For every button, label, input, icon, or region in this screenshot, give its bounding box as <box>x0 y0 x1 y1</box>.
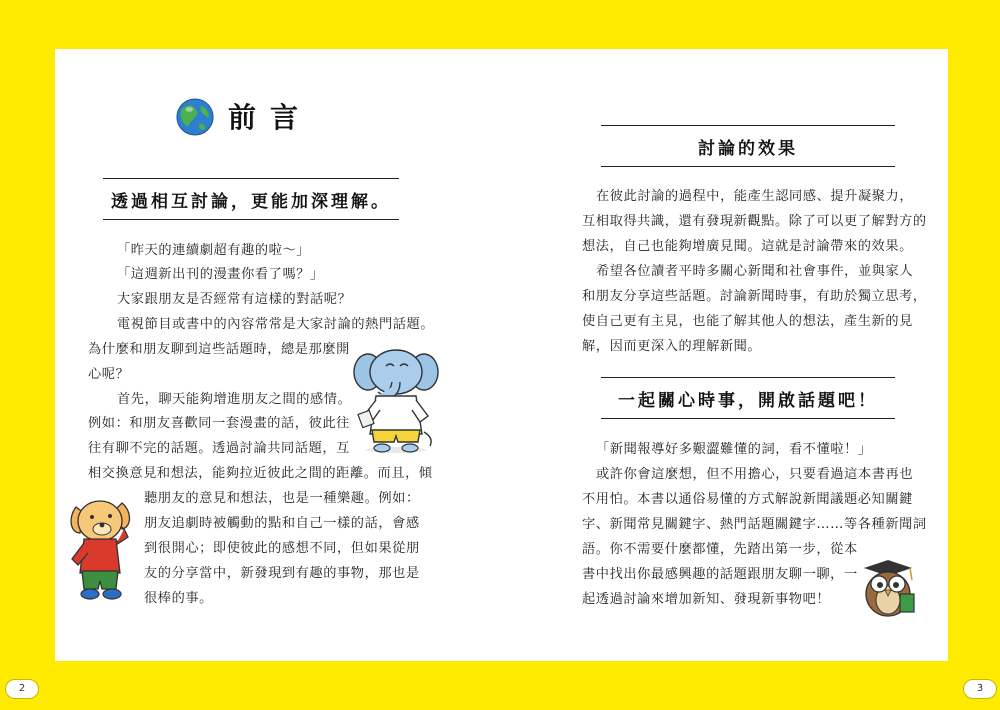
owl-mascot <box>856 558 918 620</box>
body-line: 使自己更有主見，也能了解其他人的想法，產生新的見 <box>582 314 913 329</box>
body-line: 想法，自己也能夠增廣見聞。這就是討論帶來的效果。 <box>582 239 913 254</box>
elephant-mascot <box>352 342 440 454</box>
body-line: 例如：和朋友喜歡同一套漫畫的話，彼此往 <box>88 416 350 431</box>
body-line: 「這週新出刊的漫畫你看了嗎？」 <box>117 267 324 282</box>
body-line: 到很開心；即使彼此的感想不同，但如果從朋 <box>144 541 420 556</box>
body-line: 心呢？ <box>88 367 130 382</box>
page-number-left: 2 <box>5 679 39 699</box>
body-line: 很棒的事。 <box>144 591 213 606</box>
section-heading: 一起關心時事，開啟話題吧！ <box>601 377 895 419</box>
body-line: 往有聊不完的話題。透過討論共同話題，互 <box>88 441 350 456</box>
dog-mascot <box>66 493 136 603</box>
page-number-right: 3 <box>963 679 997 699</box>
body-line: 大家跟朋友是否經常有這樣的對話呢？ <box>117 292 352 307</box>
body-line: 語。你不需要什麼都懂，先踏出第一步，從本 <box>582 542 858 557</box>
body-line: 希望各位讀者平時多關心新聞和社會事件，並與家人 <box>596 264 914 279</box>
body-line: 互相取得共識，還有發現新觀點。除了可以更了解對方的 <box>582 214 927 229</box>
body-line: 相交換意見和想法，能夠拉近彼此之間的距離。而且，傾 <box>88 466 433 481</box>
body-line: 字、新聞常見關鍵字、熱門話題關鍵字……等各種新聞詞 <box>582 517 927 532</box>
body-line: 首先，聊天能夠增進朋友之間的感情。 <box>117 392 352 407</box>
body-line: 和朋友分享這些話題。討論新聞時事，有助於獨立思考， <box>582 289 927 304</box>
body-line: 不用怕。本書以通俗易懂的方式解說新聞議題必知關鍵 <box>582 492 913 507</box>
body-line: 友的分享當中，新發現到有趣的事物，那也是 <box>144 566 420 581</box>
body-line: 起透過討論來增加新知、發現新事物吧！ <box>582 592 831 607</box>
globe-icon <box>176 98 214 136</box>
body-line: 為什麼和朋友聊到這些話題時，總是那麼開 <box>88 342 350 357</box>
body-line: 在彼此討論的過程中，能產生認同感、提升凝聚力， <box>596 189 914 204</box>
body-line: 「昨天的連續劇超有趣的啦～」 <box>117 243 311 258</box>
body-line: 書中找出你最感興趣的話題跟朋友聊一聊，一 <box>582 567 858 582</box>
section-heading: 討論的效果 <box>601 125 895 167</box>
body-line: 聽朋友的意見和想法，也是一種樂趣。例如： <box>144 491 420 506</box>
body-line: 解，因而更深入的理解新聞。 <box>582 339 762 354</box>
page-title: 前言 <box>228 101 313 134</box>
body-line: 「新聞報導好多艱澀難懂的詞，看不懂啦！」 <box>596 442 872 457</box>
body-line: 或許你會這麼想，但不用擔心，只要看過這本書再也 <box>596 467 914 482</box>
section-heading: 透過相互討論，更能加深理解。 <box>103 178 399 220</box>
body-line: 電視節目或書中的內容常常是大家討論的熱門話題。 <box>117 317 435 332</box>
body-line: 朋友追劇時被觸動的點和自己一樣的話，會感 <box>144 516 420 531</box>
